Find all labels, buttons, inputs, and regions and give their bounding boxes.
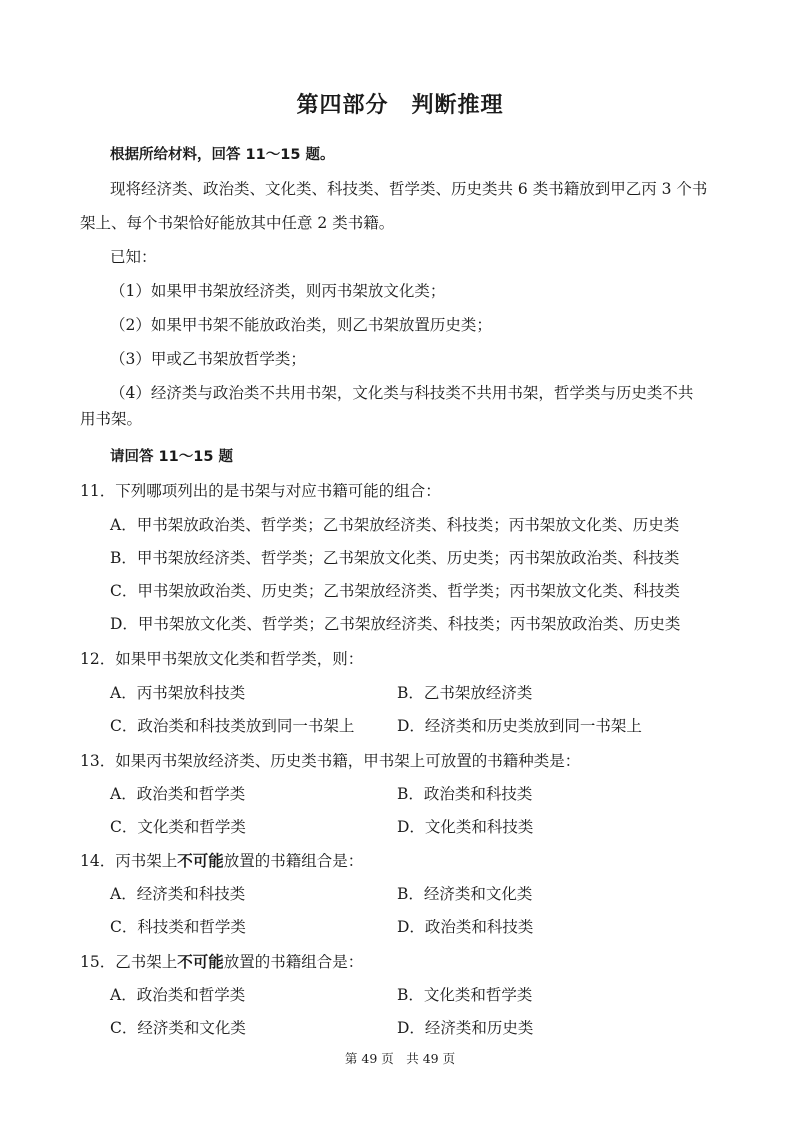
- q15-option-a: A．政治类和哲学类: [110, 986, 246, 1004]
- q14-stem-emphasis: 不可能: [177, 852, 224, 870]
- q15-option-d: D．经济类和历史类: [397, 1019, 534, 1037]
- q11-option-a: A．甲书架放政治类、哲学类；乙书架放经济类、科技类；丙书架放文化类、历史类: [110, 516, 680, 534]
- q14-option-c: C．科技类和哲学类: [110, 918, 246, 936]
- q14-stem: [80, 851, 363, 871]
- q13-option-a: A．政治类和哲学类: [110, 785, 246, 803]
- q12-option-a: A．丙书架放科技类: [110, 684, 246, 702]
- known-label: 已知：: [110, 248, 157, 266]
- q14-stem-prefix: 14．丙书架上: [80, 852, 178, 870]
- q12-option-c: C．政治类和科技类放到同一书架上: [110, 717, 355, 735]
- q14-option-a: A．经济类和科技类: [110, 885, 246, 903]
- q13-stem: 13．如果丙书架放经济类、历史类书籍，甲书架上可放置的书籍种类是：: [80, 752, 581, 770]
- q14-option-d: D．政治类和科技类: [397, 918, 534, 936]
- q11-option-c: C．甲书架放政治类、历史类；乙书架放经济类、哲学类；丙书架放文化类、科技类: [110, 582, 680, 600]
- q14-option-b: B．经济类和文化类: [397, 885, 533, 903]
- intro-heading: 根据所给材料，回答 11～15 题。: [110, 147, 335, 163]
- q13-option-b: B．政治类和科技类: [397, 785, 533, 803]
- condition-4-continuation: 用书架。: [80, 410, 143, 428]
- q12-stem: 12．如果甲书架放文化类和哲学类，则：: [80, 650, 364, 668]
- condition-1: （1）如果甲书架放经济类，则丙书架放文化类；: [110, 282, 446, 300]
- q15-option-c: C．经济类和文化类: [110, 1019, 246, 1037]
- q15-stem: [80, 952, 363, 972]
- q13-option-d: D．文化类和科技类: [397, 818, 534, 836]
- intro-paragraph-line-2: 架上、每个书架恰好能放其中任意 2 类书籍。: [80, 214, 395, 232]
- q15-stem-emphasis: 不可能: [177, 953, 224, 971]
- intro-paragraph-line-1: 现将经济类、政治类、文化类、科技类、哲学类、历史类共 6 类书籍放到甲乙丙 3 个书: [110, 180, 708, 198]
- condition-3: （3）甲或乙书架放哲学类；: [110, 350, 306, 368]
- condition-4: （4）经济类与政治类不共用书架，文化类与科技类不共用书架，哲学类与历史类不共: [110, 384, 694, 402]
- section-title: 第四部分 判断推理: [296, 93, 504, 118]
- q12-option-b: B．乙书架放经济类: [397, 684, 533, 702]
- q13-option-c: C．文化类和哲学类: [110, 818, 246, 836]
- answer-heading: 请回答 11～15 题: [110, 449, 233, 465]
- q11-stem: 11．下列哪项列出的是书架与对应书籍可能的组合：: [80, 482, 441, 500]
- q12-option-d: D．经济类和历史类放到同一书架上: [397, 717, 642, 735]
- page-footer: 第 49 页 共 49 页: [344, 1051, 456, 1066]
- q14-stem-suffix: 放置的书籍组合是：: [223, 852, 364, 870]
- q11-option-b: B．甲书架放经济类、哲学类；乙书架放文化类、历史类；丙书架放政治类、科技类: [110, 549, 680, 567]
- q15-stem-prefix: 15．乙书架上: [80, 953, 178, 971]
- q11-option-d: D．甲书架放文化类、哲学类；乙书架放经济类、科技类；丙书架放政治类、历史类: [110, 615, 681, 633]
- q15-stem-suffix: 放置的书籍组合是：: [223, 953, 364, 971]
- condition-2: （2）如果甲书架不能放政治类，则乙书架放置历史类；: [110, 316, 492, 334]
- q15-option-b: B．文化类和哲学类: [397, 986, 533, 1004]
